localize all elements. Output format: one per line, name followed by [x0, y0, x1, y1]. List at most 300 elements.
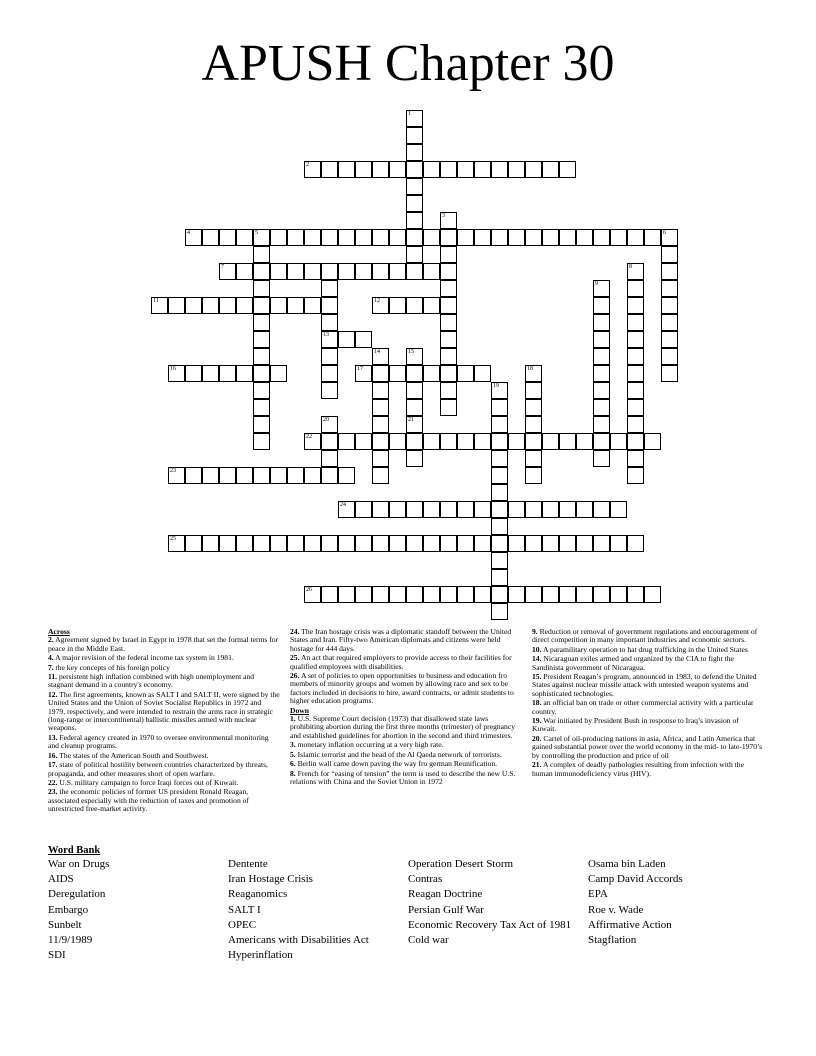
grid-cell[interactable] — [338, 467, 355, 484]
grid-cell[interactable] — [389, 586, 406, 603]
grid-cell[interactable] — [219, 263, 236, 280]
grid-cell[interactable] — [457, 161, 474, 178]
grid-cell[interactable] — [542, 229, 559, 246]
grid-cell[interactable] — [491, 535, 508, 552]
grid-cell[interactable] — [219, 365, 236, 382]
grid-cell[interactable] — [627, 535, 644, 552]
grid-cell[interactable] — [644, 433, 661, 450]
grid-cell[interactable] — [525, 229, 542, 246]
word-bank-item: Hyperinflation — [228, 949, 293, 962]
grid-cell[interactable] — [423, 229, 440, 246]
grid-cell[interactable] — [593, 348, 610, 365]
grid-cell[interactable] — [287, 535, 304, 552]
clue-number: 22. — [48, 777, 58, 787]
grid-cell[interactable] — [525, 161, 542, 178]
clue-item — [290, 770, 522, 787]
grid-cell[interactable] — [321, 586, 338, 603]
grid-cell[interactable] — [406, 297, 423, 314]
grid-cell[interactable] — [270, 365, 287, 382]
grid-cell[interactable] — [253, 280, 270, 297]
grid-cell[interactable] — [338, 161, 355, 178]
cell-number: 22 — [306, 434, 312, 440]
clue-item — [532, 735, 764, 760]
grid-cell[interactable] — [508, 229, 525, 246]
grid-cell[interactable] — [627, 263, 644, 280]
grid-cell[interactable] — [372, 586, 389, 603]
grid-cell[interactable] — [610, 586, 627, 603]
grid-cell[interactable] — [627, 297, 644, 314]
grid-cell[interactable] — [491, 433, 508, 450]
grid-cell[interactable] — [457, 433, 474, 450]
grid-cell[interactable] — [593, 450, 610, 467]
grid-cell[interactable] — [168, 297, 185, 314]
grid-cell[interactable] — [389, 535, 406, 552]
grid-cell[interactable] — [525, 586, 542, 603]
grid-cell[interactable] — [491, 450, 508, 467]
grid-cell[interactable] — [661, 314, 678, 331]
grid-cell[interactable] — [491, 569, 508, 586]
grid-cell[interactable] — [661, 229, 678, 246]
grid-cell[interactable] — [151, 297, 168, 314]
grid-cell[interactable] — [457, 586, 474, 603]
grid-cell[interactable] — [491, 382, 508, 399]
grid-cell[interactable] — [627, 416, 644, 433]
grid-cell[interactable] — [202, 467, 219, 484]
grid-cell[interactable] — [525, 399, 542, 416]
grid-cell[interactable] — [304, 161, 321, 178]
grid-cell[interactable] — [185, 535, 202, 552]
grid-cell[interactable] — [644, 229, 661, 246]
grid-cell[interactable] — [321, 297, 338, 314]
grid-cell[interactable] — [355, 229, 372, 246]
grid-cell[interactable] — [338, 433, 355, 450]
grid-cell[interactable] — [168, 467, 185, 484]
grid-cell[interactable] — [372, 467, 389, 484]
grid-cell[interactable] — [491, 467, 508, 484]
grid-cell[interactable] — [202, 535, 219, 552]
grid-cell[interactable] — [593, 382, 610, 399]
grid-cell[interactable] — [440, 535, 457, 552]
grid-cell[interactable] — [627, 314, 644, 331]
grid-cell[interactable] — [627, 399, 644, 416]
grid-cell[interactable] — [253, 229, 270, 246]
grid-cell[interactable] — [610, 229, 627, 246]
grid-cell[interactable] — [304, 535, 321, 552]
grid-cell[interactable] — [270, 263, 287, 280]
grid-cell[interactable] — [372, 399, 389, 416]
grid-cell[interactable] — [338, 586, 355, 603]
grid-cell[interactable] — [321, 365, 338, 382]
grid-cell[interactable] — [253, 382, 270, 399]
grid-cell[interactable] — [491, 501, 508, 518]
grid-cell[interactable] — [525, 450, 542, 467]
grid-cell[interactable] — [440, 263, 457, 280]
grid-cell[interactable] — [440, 382, 457, 399]
grid-cell[interactable] — [219, 535, 236, 552]
grid-cell[interactable] — [236, 297, 253, 314]
grid-cell[interactable] — [525, 382, 542, 399]
grid-cell[interactable] — [406, 433, 423, 450]
grid-cell[interactable] — [253, 416, 270, 433]
grid-cell[interactable] — [355, 535, 372, 552]
grid-cell[interactable] — [236, 263, 253, 280]
grid-cell[interactable] — [610, 535, 627, 552]
grid-cell[interactable] — [338, 263, 355, 280]
grid-cell[interactable] — [661, 246, 678, 263]
grid-cell[interactable] — [627, 467, 644, 484]
grid-cell[interactable] — [559, 586, 576, 603]
grid-cell[interactable] — [423, 297, 440, 314]
clue-number: 26. — [290, 671, 300, 681]
grid-cell[interactable] — [389, 229, 406, 246]
grid-cell[interactable] — [270, 229, 287, 246]
grid-cell[interactable] — [559, 535, 576, 552]
grid-cell[interactable] — [321, 433, 338, 450]
grid-cell[interactable] — [440, 348, 457, 365]
grid-cell[interactable] — [576, 433, 593, 450]
grid-cell[interactable] — [389, 433, 406, 450]
grid-cell[interactable] — [321, 467, 338, 484]
grid-cell[interactable] — [525, 501, 542, 518]
grid-cell[interactable] — [576, 229, 593, 246]
grid-cell[interactable] — [406, 246, 423, 263]
grid-cell[interactable] — [406, 586, 423, 603]
clue-number: 6. — [290, 759, 296, 769]
grid-cell[interactable] — [542, 501, 559, 518]
grid-cell[interactable] — [542, 161, 559, 178]
grid-cell[interactable] — [406, 416, 423, 433]
grid-cell[interactable] — [627, 382, 644, 399]
grid-cell[interactable] — [542, 535, 559, 552]
grid-cell[interactable] — [253, 365, 270, 382]
grid-cell[interactable] — [321, 314, 338, 331]
grid-cell[interactable] — [661, 263, 678, 280]
grid-cell[interactable] — [270, 467, 287, 484]
grid-cell[interactable] — [406, 365, 423, 382]
grid-cell[interactable] — [423, 433, 440, 450]
clue-text: The states of the American South and Southwest. — [57, 750, 209, 760]
grid-cell[interactable] — [491, 229, 508, 246]
grid-cell[interactable] — [372, 501, 389, 518]
grid-cell[interactable] — [440, 280, 457, 297]
grid-cell[interactable] — [406, 195, 423, 212]
grid-cell[interactable] — [321, 450, 338, 467]
grid-cell[interactable] — [593, 280, 610, 297]
grid-cell[interactable] — [372, 229, 389, 246]
grid-cell[interactable] — [610, 433, 627, 450]
grid-cell[interactable] — [304, 297, 321, 314]
grid-cell[interactable] — [253, 467, 270, 484]
grid-cell[interactable] — [423, 365, 440, 382]
grid-cell[interactable] — [389, 501, 406, 518]
grid-cell[interactable] — [355, 161, 372, 178]
grid-cell[interactable] — [287, 297, 304, 314]
grid-cell[interactable] — [610, 501, 627, 518]
grid-cell[interactable] — [372, 365, 389, 382]
grid-cell[interactable] — [440, 297, 457, 314]
grid-cell[interactable] — [406, 348, 423, 365]
grid-cell[interactable] — [440, 365, 457, 382]
grid-cell[interactable] — [474, 586, 491, 603]
grid-cell[interactable] — [321, 229, 338, 246]
grid-cell[interactable] — [406, 399, 423, 416]
grid-cell[interactable] — [321, 416, 338, 433]
grid-cell[interactable] — [661, 280, 678, 297]
grid-cell[interactable] — [321, 161, 338, 178]
grid-cell[interactable] — [491, 399, 508, 416]
grid-cell[interactable] — [185, 365, 202, 382]
grid-cell[interactable] — [474, 433, 491, 450]
grid-cell[interactable] — [661, 365, 678, 382]
grid-cell[interactable] — [491, 161, 508, 178]
clue-item — [532, 655, 764, 672]
grid-cell[interactable] — [406, 144, 423, 161]
grid-cell[interactable] — [423, 501, 440, 518]
grid-cell[interactable] — [627, 280, 644, 297]
grid-cell[interactable] — [236, 535, 253, 552]
grid-cell[interactable] — [525, 433, 542, 450]
grid-cell[interactable] — [559, 501, 576, 518]
grid-cell[interactable] — [627, 450, 644, 467]
grid-cell[interactable] — [355, 586, 372, 603]
grid-cell[interactable] — [355, 433, 372, 450]
grid-cell[interactable] — [440, 161, 457, 178]
grid-cell[interactable] — [627, 365, 644, 382]
grid-cell[interactable] — [491, 416, 508, 433]
grid-cell[interactable] — [304, 433, 321, 450]
clue-item — [48, 734, 280, 751]
grid-cell[interactable] — [202, 229, 219, 246]
grid-cell[interactable] — [372, 297, 389, 314]
grid-cell[interactable] — [440, 586, 457, 603]
grid-cell[interactable] — [406, 110, 423, 127]
grid-cell[interactable] — [406, 263, 423, 280]
grid-cell[interactable] — [440, 433, 457, 450]
grid-cell[interactable] — [593, 314, 610, 331]
grid-cell[interactable] — [491, 603, 508, 620]
grid-cell[interactable] — [440, 314, 457, 331]
grid-cell[interactable] — [355, 365, 372, 382]
grid-cell[interactable] — [423, 161, 440, 178]
grid-cell[interactable] — [389, 297, 406, 314]
grid-cell[interactable] — [253, 297, 270, 314]
grid-cell[interactable] — [661, 348, 678, 365]
grid-cell[interactable] — [372, 348, 389, 365]
grid-cell[interactable] — [253, 314, 270, 331]
grid-cell[interactable] — [219, 297, 236, 314]
grid-cell[interactable] — [644, 586, 661, 603]
grid-cell[interactable] — [304, 467, 321, 484]
grid-cell[interactable] — [338, 535, 355, 552]
grid-cell[interactable] — [372, 263, 389, 280]
grid-cell[interactable] — [202, 297, 219, 314]
grid-cell[interactable] — [253, 399, 270, 416]
grid-cell[interactable] — [253, 348, 270, 365]
clue-item — [48, 788, 280, 813]
grid-cell[interactable] — [491, 552, 508, 569]
grid-cell[interactable] — [372, 382, 389, 399]
grid-cell[interactable] — [304, 263, 321, 280]
grid-cell[interactable] — [168, 535, 185, 552]
grid-cell[interactable] — [559, 433, 576, 450]
grid-cell[interactable] — [287, 263, 304, 280]
grid-cell[interactable] — [559, 161, 576, 178]
grid-cell[interactable] — [372, 450, 389, 467]
clue-number: 17. — [48, 760, 58, 770]
grid-cell[interactable] — [508, 433, 525, 450]
grid-cell[interactable] — [593, 586, 610, 603]
grid-cell[interactable] — [304, 586, 321, 603]
grid-cell[interactable] — [253, 246, 270, 263]
grid-cell[interactable] — [389, 161, 406, 178]
grid-cell[interactable] — [372, 416, 389, 433]
grid-cell[interactable] — [593, 501, 610, 518]
grid-cell[interactable] — [457, 535, 474, 552]
grid-cell[interactable] — [236, 229, 253, 246]
grid-cell[interactable] — [627, 586, 644, 603]
grid-cell[interactable] — [372, 161, 389, 178]
grid-cell[interactable] — [525, 467, 542, 484]
grid-cell[interactable] — [474, 501, 491, 518]
grid-cell[interactable] — [406, 161, 423, 178]
grid-cell[interactable] — [525, 416, 542, 433]
grid-cell[interactable] — [406, 229, 423, 246]
grid-cell[interactable] — [627, 331, 644, 348]
grid-cell[interactable] — [474, 161, 491, 178]
clue-number: 25. — [290, 653, 300, 663]
grid-cell[interactable] — [185, 297, 202, 314]
grid-cell[interactable] — [661, 297, 678, 314]
grid-cell[interactable] — [406, 382, 423, 399]
grid-cell[interactable] — [270, 297, 287, 314]
grid-cell[interactable] — [576, 535, 593, 552]
grid-cell[interactable] — [491, 484, 508, 501]
grid-cell[interactable] — [185, 229, 202, 246]
grid-cell[interactable] — [287, 229, 304, 246]
grid-cell[interactable] — [525, 535, 542, 552]
word-bank-item: Deregulation — [48, 888, 106, 901]
grid-cell[interactable] — [236, 467, 253, 484]
grid-cell[interactable] — [627, 348, 644, 365]
grid-cell[interactable] — [406, 535, 423, 552]
grid-cell[interactable] — [593, 229, 610, 246]
grid-cell[interactable] — [321, 348, 338, 365]
grid-cell[interactable] — [440, 212, 457, 229]
grid-cell[interactable] — [355, 501, 372, 518]
grid-cell[interactable] — [236, 365, 253, 382]
word-bank-item: Iran Hostage Crisis — [228, 873, 313, 886]
grid-cell[interactable] — [253, 433, 270, 450]
grid-cell[interactable] — [593, 331, 610, 348]
grid-cell[interactable] — [457, 229, 474, 246]
grid-cell[interactable] — [338, 331, 355, 348]
grid-cell[interactable] — [287, 467, 304, 484]
grid-cell[interactable] — [355, 263, 372, 280]
grid-cell[interactable] — [542, 586, 559, 603]
grid-cell[interactable] — [389, 263, 406, 280]
grid-cell[interactable] — [508, 501, 525, 518]
grid-cell[interactable] — [627, 229, 644, 246]
grid-cell[interactable] — [593, 297, 610, 314]
grid-cell[interactable] — [576, 501, 593, 518]
grid-cell[interactable] — [474, 365, 491, 382]
grid-cell[interactable] — [525, 365, 542, 382]
grid-cell[interactable] — [627, 433, 644, 450]
grid-cell[interactable] — [423, 586, 440, 603]
grid-cell[interactable] — [406, 212, 423, 229]
grid-cell[interactable] — [253, 331, 270, 348]
grid-cell[interactable] — [661, 331, 678, 348]
grid-cell[interactable] — [576, 586, 593, 603]
clue-number: 7. — [48, 662, 54, 672]
grid-cell[interactable] — [406, 501, 423, 518]
grid-cell[interactable] — [406, 127, 423, 144]
grid-cell[interactable] — [457, 501, 474, 518]
grid-cell[interactable] — [440, 501, 457, 518]
grid-cell[interactable] — [406, 178, 423, 195]
grid-cell[interactable] — [491, 518, 508, 535]
grid-cell[interactable] — [491, 586, 508, 603]
grid-cell[interactable] — [253, 535, 270, 552]
grid-cell[interactable] — [423, 263, 440, 280]
grid-cell[interactable] — [202, 365, 219, 382]
grid-cell[interactable] — [474, 229, 491, 246]
cell-number: 19 — [493, 383, 499, 389]
grid-cell[interactable] — [321, 331, 338, 348]
grid-cell[interactable] — [593, 433, 610, 450]
grid-cell[interactable] — [593, 399, 610, 416]
cell-number: 6 — [663, 230, 666, 236]
grid-cell[interactable] — [304, 229, 321, 246]
clue-number: 12. — [48, 689, 58, 699]
grid-cell[interactable] — [508, 586, 525, 603]
grid-cell[interactable] — [440, 399, 457, 416]
grid-cell[interactable] — [253, 263, 270, 280]
grid-cell[interactable] — [457, 365, 474, 382]
grid-cell[interactable] — [185, 467, 202, 484]
grid-cell[interactable] — [440, 331, 457, 348]
grid-cell[interactable] — [219, 229, 236, 246]
grid-cell[interactable] — [508, 535, 525, 552]
grid-cell[interactable] — [440, 246, 457, 263]
grid-cell[interactable] — [474, 535, 491, 552]
grid-cell[interactable] — [321, 535, 338, 552]
grid-cell[interactable] — [321, 263, 338, 280]
grid-cell[interactable] — [559, 229, 576, 246]
grid-cell[interactable] — [542, 433, 559, 450]
grid-cell[interactable] — [219, 467, 236, 484]
grid-cell[interactable] — [321, 382, 338, 399]
grid-cell[interactable] — [423, 535, 440, 552]
grid-cell[interactable] — [168, 365, 185, 382]
grid-cell[interactable] — [389, 365, 406, 382]
grid-cell[interactable] — [338, 229, 355, 246]
grid-cell[interactable] — [321, 280, 338, 297]
grid-cell[interactable] — [372, 535, 389, 552]
grid-cell[interactable] — [338, 501, 355, 518]
grid-cell[interactable] — [593, 365, 610, 382]
grid-cell[interactable] — [372, 433, 389, 450]
clue-text: the economic policies of former US president Ronald Reagan, associated especially with the reduction of taxes and promotion of unrestricted free-market activity. — [48, 787, 249, 814]
grid-cell[interactable] — [440, 229, 457, 246]
grid-cell[interactable] — [508, 161, 525, 178]
grid-cell[interactable] — [406, 450, 423, 467]
word-bank-item: Stagflation — [588, 934, 637, 947]
grid-cell[interactable] — [593, 535, 610, 552]
grid-cell[interactable] — [270, 535, 287, 552]
grid-cell[interactable] — [355, 331, 372, 348]
grid-cell[interactable] — [593, 416, 610, 433]
